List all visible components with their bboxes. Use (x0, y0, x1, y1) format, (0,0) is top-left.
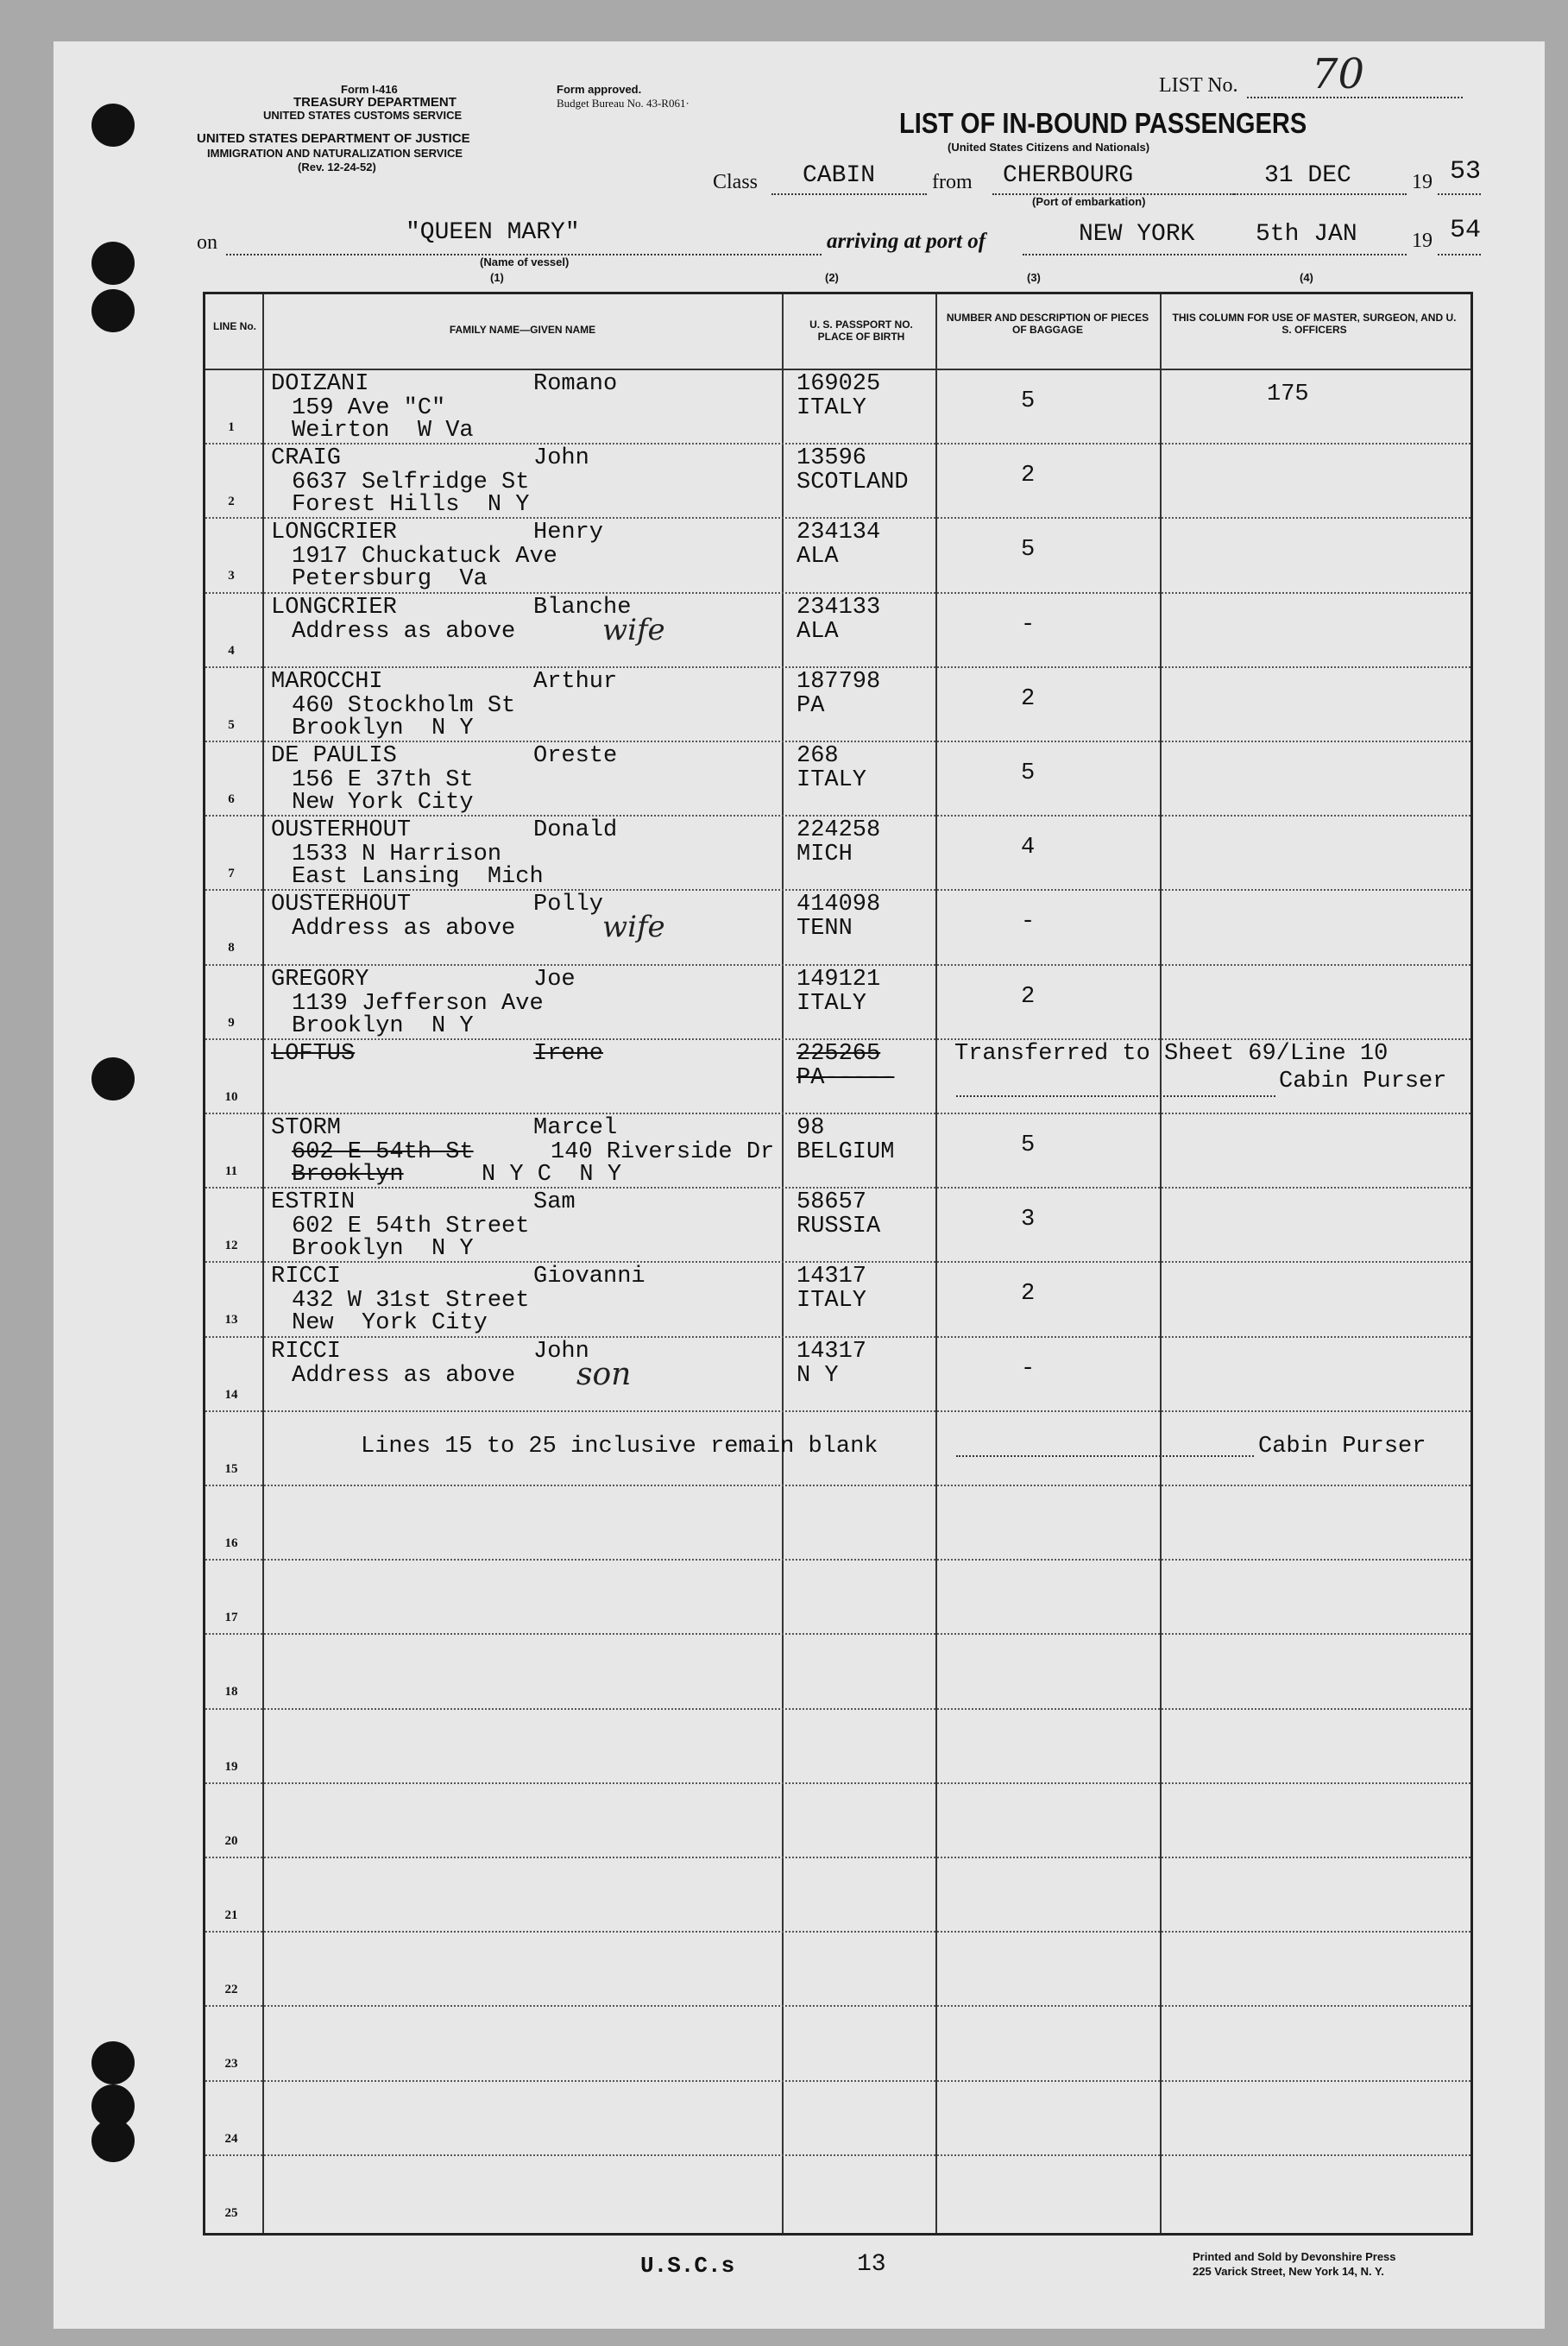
row-divider (205, 666, 1470, 668)
address-line-2: New York City (292, 790, 474, 816)
address-line-1: 159 Ave "C" (292, 395, 446, 421)
row-divider (205, 964, 1470, 966)
place-of-birth: PA----- (797, 1064, 895, 1091)
place-of-birth: ITALY (797, 767, 867, 793)
place-of-birth: ITALY (797, 990, 867, 1017)
line-number: 5 (228, 717, 235, 732)
line-number: 25 (224, 2205, 238, 2220)
baggage-count: - (1021, 611, 1036, 638)
row-divider (205, 1708, 1470, 1710)
given-name: John (533, 1338, 589, 1365)
header-baggage: NUMBER AND DESCRIPTION OF PIECES OF BAGGAGE (946, 312, 1149, 336)
line-number: 21 (224, 1908, 238, 1922)
manifest-table (203, 292, 1473, 2236)
binder-hole (91, 2119, 135, 2162)
line-number: 10 (224, 1089, 238, 1104)
family-name: LONGCRIER (271, 594, 397, 621)
col-num-1: (1) (490, 271, 504, 284)
passport-number: 149121 (797, 966, 881, 993)
given-name: Irene (533, 1040, 604, 1067)
passport-number: 13596 (797, 445, 867, 472)
col-num-2: (2) (825, 271, 839, 284)
col-divider (262, 294, 264, 2233)
place-of-birth: ITALY (797, 1288, 867, 1315)
line-number: 8 (228, 941, 235, 955)
list-no-label: LIST No. (1159, 74, 1238, 97)
col-divider (1160, 294, 1162, 2233)
line-number: 14 (224, 1387, 238, 1402)
line-number: 24 (224, 2131, 238, 2146)
dep-year-prefix: 19 (1412, 171, 1433, 193)
ins-service: IMMIGRATION AND NATURALIZATION SERVICE (207, 147, 463, 160)
line-number: 16 (224, 1536, 238, 1550)
printer-line-1: Printed and Sold by Devonshire Press (1193, 2250, 1396, 2263)
line-number: 15 (224, 1461, 238, 1476)
line-number: 17 (224, 1611, 238, 1625)
address-line-1-new: 140 Riverside Dr (551, 1139, 775, 1165)
address-line-1: 602 E 54th Street (292, 1214, 530, 1240)
row-divider (205, 2080, 1470, 2082)
address-line-1: Address as above (292, 618, 516, 645)
passport-number: 234133 (797, 594, 881, 621)
passport-number: 14317 (797, 1264, 867, 1290)
family-name: ESTRIN (271, 1189, 356, 1216)
address-line-1: 1533 N Harrison (292, 842, 502, 868)
family-name: GREGORY (271, 966, 369, 993)
dep-date: 31 DEC (1264, 162, 1351, 189)
class-line (771, 193, 927, 195)
binder-hole (91, 104, 135, 147)
line-number: 4 (228, 643, 235, 658)
line-number: 9 (228, 1015, 235, 1030)
address-line-1: 156 E 37th St (292, 767, 474, 793)
address-line-1: 6637 Selfridge St (292, 470, 530, 496)
family-name: DOIZANI (271, 371, 369, 397)
line-number: 13 (224, 1313, 238, 1328)
family-name: MAROCCHI (271, 668, 383, 695)
binder-hole (91, 242, 135, 285)
purser-label-2: Cabin Purser (1258, 1433, 1426, 1460)
passport-number: 169025 (797, 371, 881, 397)
passport-number: 414098 (797, 892, 881, 918)
family-name: DE PAULIS (271, 743, 397, 769)
row-divider (205, 1931, 1470, 1933)
handwritten-wife: wife (602, 612, 665, 647)
on-label: on (197, 231, 217, 254)
baggage-count: 4 (1021, 835, 1036, 861)
footer-code: U.S.C.s (640, 2253, 735, 2279)
baggage-count: 2 (1021, 685, 1036, 712)
binder-hole (91, 1057, 135, 1100)
family-name: STORM (271, 1115, 342, 1141)
arrival-date: 5th JAN (1256, 221, 1357, 248)
form-approved: Form approved. (557, 83, 642, 96)
given-name: Henry (533, 520, 604, 546)
footer-page-no: 13 (857, 2251, 886, 2278)
baggage-count: 5 (1021, 537, 1036, 564)
arr-year-prefix: 19 (1412, 230, 1433, 252)
col-divider (935, 294, 937, 2233)
binder-hole (91, 289, 135, 332)
passport-number: 225265 (797, 1040, 881, 1067)
vessel-note: (Name of vessel) (480, 255, 570, 268)
baggage-count: 5 (1021, 388, 1036, 414)
col-num-3: (3) (1027, 271, 1041, 284)
passport-number: 224258 (797, 817, 881, 844)
embark-note: (Port of embarkation) (1032, 195, 1146, 208)
handwritten-wife: wife (602, 910, 665, 945)
dep-year-line (1438, 193, 1481, 195)
address-line-1: 432 W 31st Street (292, 1288, 530, 1315)
line-number: 3 (228, 569, 235, 583)
row-divider (205, 1113, 1470, 1114)
passport-number: 268 (797, 743, 839, 769)
vessel-name: "QUEEN MARY" (406, 219, 580, 246)
address-line-2: Brooklyn N Y (292, 715, 474, 741)
address-line-2: Brooklyn N Y (292, 1012, 474, 1039)
place-of-birth: ALA (797, 618, 839, 645)
given-name: Sam (533, 1189, 576, 1216)
line-number: 23 (224, 2057, 238, 2072)
row-divider (205, 1485, 1470, 1486)
officer-note: 175 (1267, 382, 1309, 407)
address-line-1: Address as above (292, 1362, 516, 1389)
header-line-no: LINE No. (213, 320, 256, 332)
passport-number: 58657 (797, 1189, 867, 1216)
line-number: 12 (224, 1239, 238, 1253)
address-line-1: 1917 Chuckatuck Ave (292, 544, 557, 571)
handwritten-son: son (576, 1356, 632, 1392)
given-name: Giovanni (533, 1264, 645, 1290)
customs-service: UNITED STATES CUSTOMS SERVICE (263, 109, 463, 122)
purser-signature-line (956, 1455, 1254, 1457)
address-line-2: Brooklyn (292, 1162, 404, 1188)
header-divider (205, 369, 1470, 370)
form-title: LIST OF IN-BOUND PASSENGERS (899, 107, 1307, 139)
address-line-2: Brooklyn N Y (292, 1236, 474, 1263)
family-name: OUSTERHOUT (271, 892, 412, 918)
family-name: LONGCRIER (271, 520, 397, 546)
address-line-1: 1139 Jefferson Ave (292, 990, 544, 1017)
address-line-2: New York City (292, 1310, 488, 1337)
family-name: OUSTERHOUT (271, 817, 412, 844)
baggage-count: 3 (1021, 1207, 1036, 1233)
given-name: John (533, 445, 589, 472)
place-of-birth: MICH (797, 842, 853, 868)
arr-year: 54 (1450, 216, 1482, 245)
purser-label: Cabin Purser (1279, 1068, 1447, 1094)
arrival-port: NEW YORK (1079, 221, 1195, 248)
list-no-value: 70 (1312, 50, 1365, 98)
family-name: CRAIG (271, 445, 342, 472)
baggage-count: 5 (1021, 760, 1036, 786)
address-line-2: Weirton W Va (292, 418, 474, 444)
given-name: Arthur (533, 668, 618, 695)
treasury-dept: TREASURY DEPARTMENT (293, 95, 457, 110)
family-name: RICCI (271, 1264, 342, 1290)
place-of-birth: BELGIUM (797, 1139, 895, 1165)
arr-year-line (1438, 254, 1481, 255)
place-of-birth: ALA (797, 544, 839, 571)
place-of-birth: RUSSIA (797, 1214, 881, 1240)
row-divider (205, 2005, 1470, 2007)
row-divider (205, 1410, 1470, 1412)
header-passport: U. S. PASSPORT NO. PLACE OF BIRTH (809, 318, 913, 343)
family-name: RICCI (271, 1338, 342, 1365)
place-of-birth: SCOTLAND (797, 470, 909, 496)
place-of-birth: ITALY (797, 395, 867, 421)
transfer-note: Transferred to Sheet 69/Line 10 (954, 1040, 1389, 1067)
row-divider (205, 1633, 1470, 1635)
address-line-2: Petersburg Va (292, 566, 488, 593)
address-line-2-new: N Y C N Y (482, 1162, 622, 1188)
justice-dept: UNITED STATES DEPARTMENT OF JUSTICE (197, 131, 470, 146)
baggage-count: - (1021, 1355, 1036, 1382)
row-divider (205, 1782, 1470, 1784)
binder-hole (91, 2041, 135, 2084)
class-value: CABIN (803, 162, 876, 189)
purser-signature-line (956, 1095, 1275, 1097)
line-number: 6 (228, 792, 235, 806)
baggage-count: 2 (1021, 983, 1036, 1010)
given-name: Romano (533, 371, 618, 397)
line-number: 19 (224, 1759, 238, 1774)
passport-number: 234134 (797, 520, 881, 546)
line-number: 1 (228, 420, 235, 434)
from-value: CHERBOURG (1003, 162, 1134, 189)
form-number: Form I-416 (341, 83, 398, 96)
col-num-4: (4) (1300, 271, 1313, 284)
form-subtitle: (United States Citizens and Nationals) (948, 141, 1150, 154)
line-number: 11 (224, 1164, 238, 1178)
row-divider (205, 2154, 1470, 2156)
baggage-count: - (1021, 909, 1036, 936)
given-name: Blanche (533, 594, 632, 621)
line-number: 2 (228, 495, 235, 509)
passport-number: 187798 (797, 668, 881, 695)
baggage-count: 2 (1021, 1281, 1036, 1308)
given-name: Marcel (533, 1115, 618, 1141)
budget-bureau: Budget Bureau No. 43-R061· (557, 97, 690, 110)
place-of-birth: PA (797, 692, 825, 719)
revision: (Rev. 12-24-52) (298, 161, 376, 173)
blank-lines-note: Lines 15 to 25 inclusive remain blank (361, 1433, 878, 1460)
baggage-count: 2 (1021, 463, 1036, 489)
col-divider (782, 294, 784, 2233)
given-name: Polly (533, 892, 604, 918)
line-number: 22 (224, 1983, 238, 1997)
header-name: FAMILY NAME—GIVEN NAME (449, 324, 596, 336)
port-line (1023, 254, 1407, 255)
baggage-count: 5 (1021, 1132, 1036, 1158)
row-divider (205, 1559, 1470, 1561)
place-of-birth: TENN (797, 916, 853, 943)
line-number: 18 (224, 1685, 238, 1700)
given-name: Joe (533, 966, 576, 993)
arriving-label: arriving at port of (827, 230, 986, 253)
address-line-2: East Lansing Mich (292, 864, 544, 891)
passport-number: 14317 (797, 1338, 867, 1365)
address-line-1: 602 E 54th St (292, 1139, 474, 1165)
given-name: Oreste (533, 743, 618, 769)
address-line-1: Address as above (292, 916, 516, 943)
row-divider (205, 1857, 1470, 1858)
line-number: 7 (228, 867, 235, 881)
place-of-birth: N Y (797, 1362, 839, 1389)
dep-date-line (1234, 193, 1407, 195)
class-label: Class (713, 171, 759, 193)
address-line-2: Forest Hills N Y (292, 492, 530, 519)
address-line-1: 460 Stockholm St (292, 692, 516, 719)
header-officers: THIS COLUMN FOR USE OF MASTER, SURGEON, AND U. S. OFFICERS (1172, 312, 1457, 336)
from-label: from (932, 171, 973, 193)
passport-number: 98 (797, 1115, 825, 1141)
family-name: LOFTUS (271, 1040, 356, 1067)
dep-year: 53 (1450, 157, 1482, 186)
printer-line-2: 225 Varick Street, New York 14, N. Y. (1193, 2265, 1384, 2278)
given-name: Donald (533, 817, 618, 844)
line-number: 20 (224, 1833, 238, 1848)
